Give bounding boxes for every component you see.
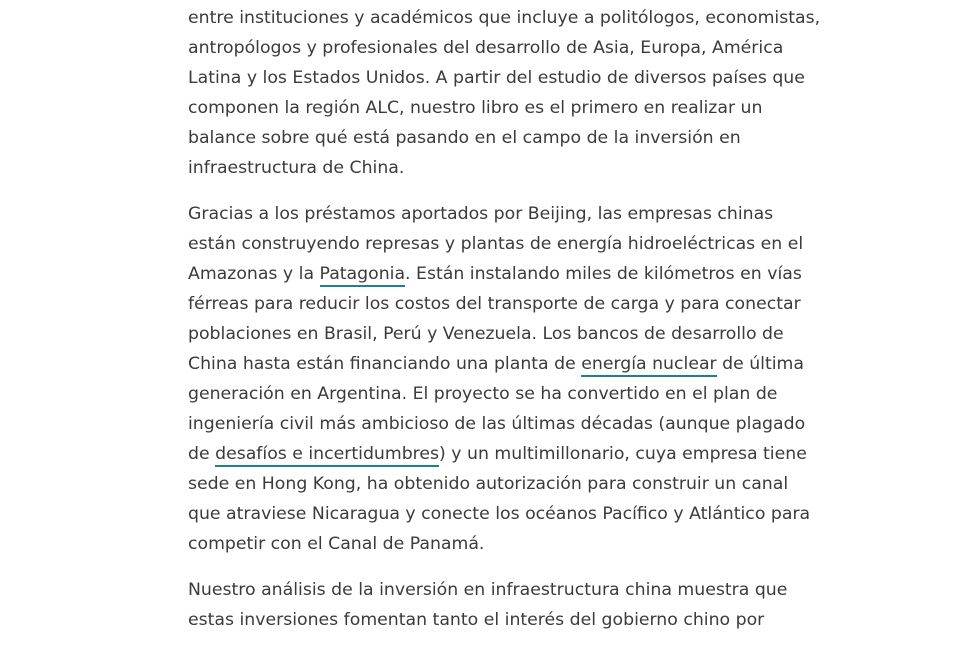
- text-line: ingeniería civil más ambicioso de las últimas décadas (aunque plagado: [188, 414, 806, 434]
- text-line: sede en Hong Kong, ha obtenido autorización para construir un canal: [188, 474, 789, 494]
- text-line: antropólogos y profesionales del desarrollo de Asia, Europa, América: [188, 38, 784, 58]
- text-fragment: . Están instalando miles de kilómetros en vías: [405, 264, 802, 284]
- energia-nuclear-link[interactable]: energía nuclear: [581, 354, 716, 377]
- text-line: Latina y los Estados Unidos. A partir del estudio de diversos países que: [188, 68, 805, 88]
- text-fragment: ) y un multimillonario, cuya empresa tiene: [439, 444, 807, 464]
- desafios-link[interactable]: desafíos e incertidumbres: [215, 444, 439, 467]
- text-line: Gracias a los préstamos aportados por Beijing, las empresas chinas: [188, 204, 774, 224]
- paragraph-3: [188, 575, 848, 635]
- text-fragment: China hasta están financiando una planta de: [188, 354, 582, 374]
- text-fragment: Amazonas y la: [188, 264, 320, 284]
- text-line: Nuestro análisis de la inversión en infraestructura china muestra que: [188, 580, 788, 600]
- text-line: componen la región ALC, nuestro libro es el primero en realizar un: [188, 98, 763, 118]
- text-fragment: de: [188, 444, 216, 464]
- text-line: balance sobre qué está pasando en el campo de la inversión en: [188, 128, 741, 148]
- text-line: están construyendo represas y plantas de energía hidroeléctricas en el: [188, 234, 804, 254]
- text-line: poblaciones en Brasil, Perú y Venezuela. Los bancos de desarrollo de: [188, 324, 784, 344]
- text-line: [188, 259, 848, 289]
- text-line: [188, 349, 848, 379]
- article-body: [188, 3, 848, 651]
- text-line: competir con el Canal de Panamá.: [188, 534, 485, 554]
- text-line: férreas para reducir los costos del transporte de carga y para conectar: [188, 294, 801, 314]
- text-line: estas inversiones fomentan tanto el interés del gobierno chino por: [188, 610, 765, 630]
- text-line: que atraviese Nicaragua y conecte los océanos Pacífico y Atlántico para: [188, 504, 811, 524]
- text-line: [188, 439, 848, 469]
- text-line: infraestructura de China.: [188, 158, 405, 178]
- paragraph-1: [188, 3, 848, 183]
- patagonia-link[interactable]: Patagonia: [320, 264, 406, 287]
- text-line: entre instituciones y académicos que incluye a politólogos, economistas,: [188, 8, 821, 28]
- text-fragment: de última: [716, 354, 804, 374]
- paragraph-2: [188, 199, 848, 559]
- text-line: generación en Argentina. El proyecto se ha convertido en el plan de: [188, 384, 778, 404]
